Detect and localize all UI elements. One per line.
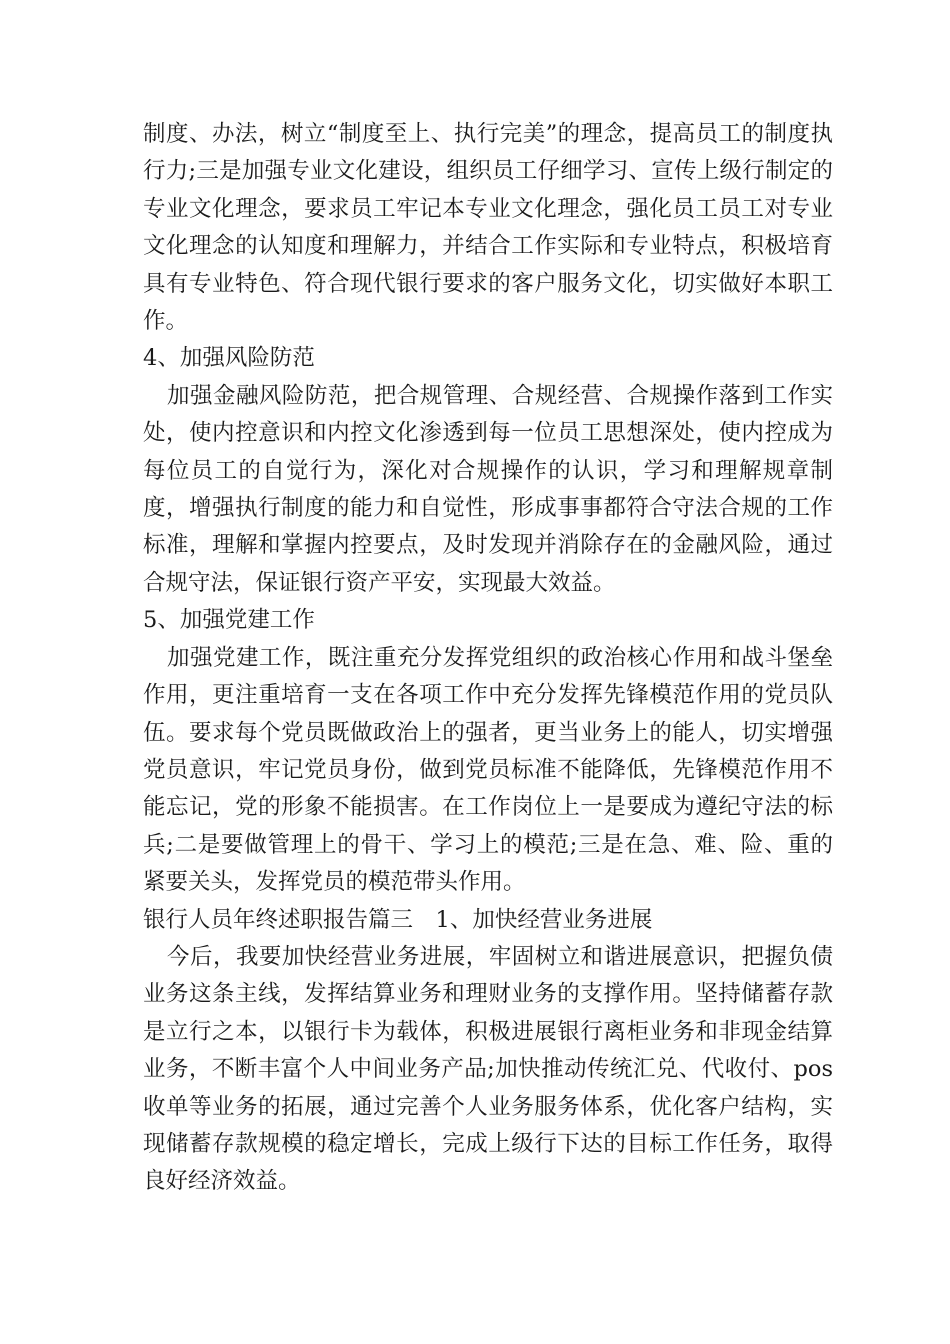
body-paragraph: 加强党建工作，既注重充分发挥党组织的政治核心作用和战斗堡垒作用，更注重培育一支在各项工作中充分发挥先锋模范作用的党员队伍。要求每个党员既做政治上的强者，更当业务上的能人，切实增强党员意识，牢记党员身份，做到党员标准不能降低，先锋模范作用不能忘记，党的形象不能损害。在工作岗位上一是要成为遵纪守法的标兵;二是要做管理上的骨干、学习上的模范;三是在急、难、险、重的紧要关头，发挥党员的模范带头作用。 <box>143 644 833 896</box>
document-body <box>143 116 833 1201</box>
section-heading-risk: 4、加强风险防范 <box>143 345 315 372</box>
body-paragraph: 加强金融风险防范，把合规管理、合规经营、合规操作落到工作实处，使内控意识和内控文化渗透到每一位员工思想深处，使内控成为每位员工的自觉行为，深化对合规操作的认识，学习和理解规章制度，增强执行制度的能力和自觉性，形成事事都符合守法合规的工作标准，理解和掌握内控要点，及时发现并消除存在的金融风险，通过合规守法，保证银行资产平安，实现最大效益。 <box>143 382 833 596</box>
section-heading-party: 5、加强党建工作 <box>143 607 315 634</box>
report-section-title: 银行人员年终述职报告篇三 1、加快经营业务进展 <box>143 906 653 933</box>
body-paragraph: 今后，我要加快经营业务进展，牢固树立和谐进展意识，把握负债业务这条主线，发挥结算业务和理财业务的支撑作用。坚持储蓄存款是立行之本，以银行卡为载体，积极进展银行离柜业务和非现金结算业务，不断丰富个人中间业务产品;加快推动传统汇兑、代收付、pos收单等业务的拓展，通过完善个人业务服务体系，优化客户结构，实现储蓄存款规模的稳定增长，完成上级行下达的目标工作任务，取得良好经济效益。 <box>143 943 833 1195</box>
body-paragraph: 制度、办法，树立“制度至上、执行完美”的理念，提高员工的制度执行力;三是加强专业文化建设，组织员工仔细学习、宣传上级行制定的专业文化理念，要求员工牢记本专业文化理念，强化员工员工对专业文化理念的认知度和理解力，并结合工作实际和专业特点，积极培育具有专业特色、符合现代银行要求的客户服务文化，切实做好本职工作。 <box>143 121 833 335</box>
